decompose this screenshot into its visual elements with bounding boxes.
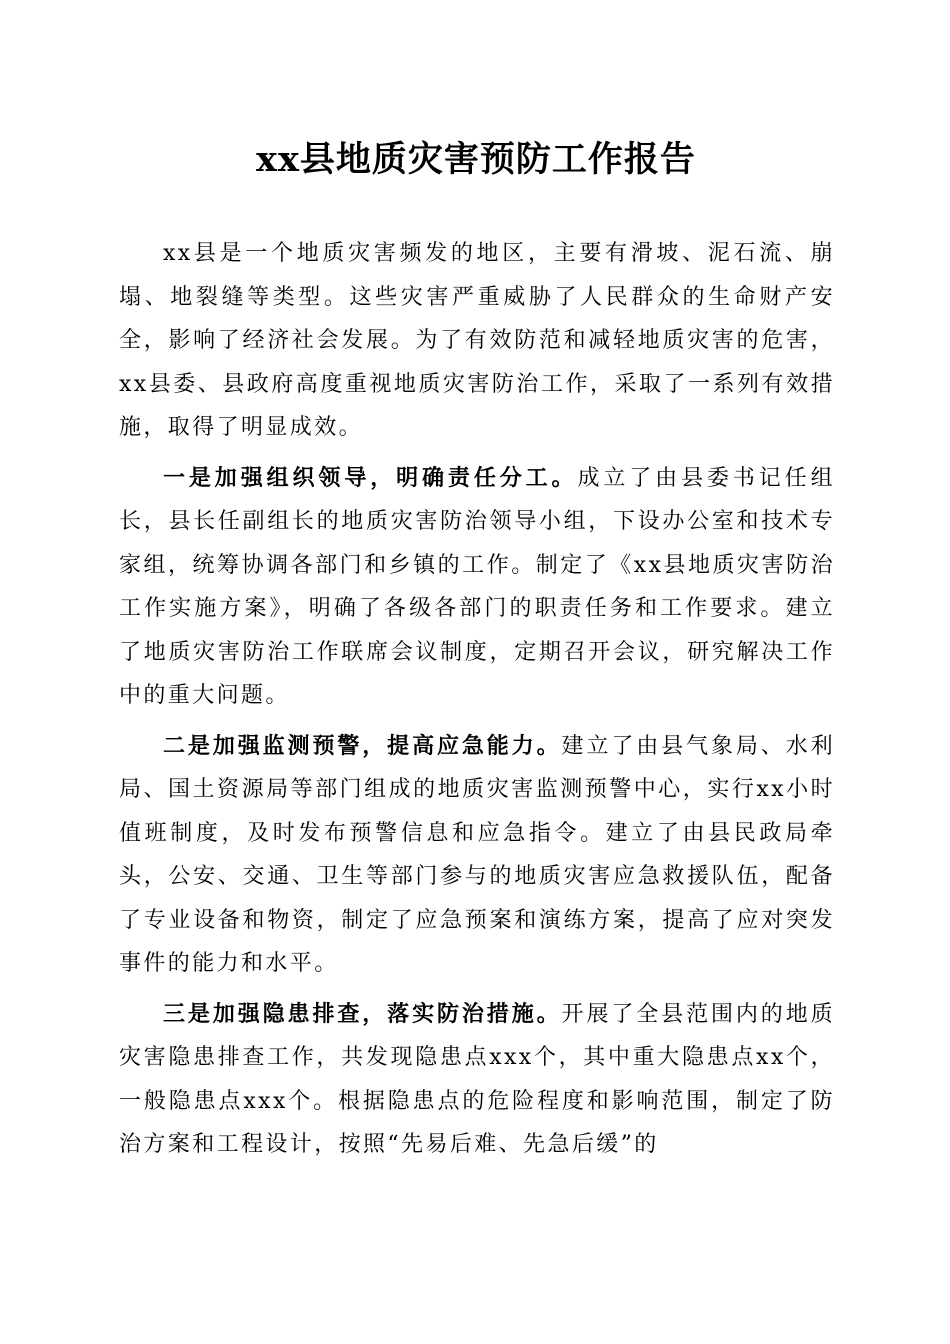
paragraph-text: 开展了全县范围内的地质灾害隐患排查工作，共发现隐患点xxx个，其中重大隐患点xx个，一般隐患点xxx个。根据隐患点的危险程度和影响范围，制定了防治方案和工程设计，按照“先易后难、先急后缓”的 [119,1001,836,1157]
paragraph-organization [119,457,835,718]
paragraph-text: xx县是一个地质灾害频发的地区，主要有滑坡、泥石流、崩塌、地裂缝等类型。这些灾害严重威胁了人民群众的生命财产安全，影响了经济社会发展。为了有效防范和减轻地质灾害的危害，xx县委、县政府高度重视地质灾害防治工作，采取了一系列有效措施，取得了明显成效。 [119,241,835,440]
paragraph-monitoring [119,725,835,986]
paragraph-text: 成立了由县委书记任组长，县长任副组长的地质灾害防治领导小组，下设办公室和技术专家组，统筹协调各部门和乡镇的工作。制定了《xx县地质灾害防治工作实施方案》，明确了各级各部门的职责任务和工作要求。建立了地质灾害防治工作联席会议制度，定期召开会议，研究解决工作中的重大问题。 [119,465,835,708]
document-body [119,232,835,1174]
paragraph-lead: 一是加强组织领导，明确责任分工。 [163,464,578,491]
paragraph-hazard-survey [119,993,835,1167]
paragraph-lead: 三是加强隐患排查，落实防治措施。 [163,1000,562,1027]
paragraph-text: 建立了由县气象局、水利局、国土资源局等部门组成的地质灾害监测预警中心，实行xx小时值班制度，及时发布预警信息和应急指令。建立了由县民政局牵头，公安、交通、卫生等部门参与的地质灾害应急救援队伍，配备了专业设备和物资，制定了应急预案和演练方案，提高了应对突发事件的能力和水平。 [119,733,836,976]
paragraph-intro [119,232,835,450]
document-title: xx县地质灾害预防工作报告 [256,139,696,180]
paragraph-lead: 二是加强监测预警，提高应急能力。 [163,732,562,759]
